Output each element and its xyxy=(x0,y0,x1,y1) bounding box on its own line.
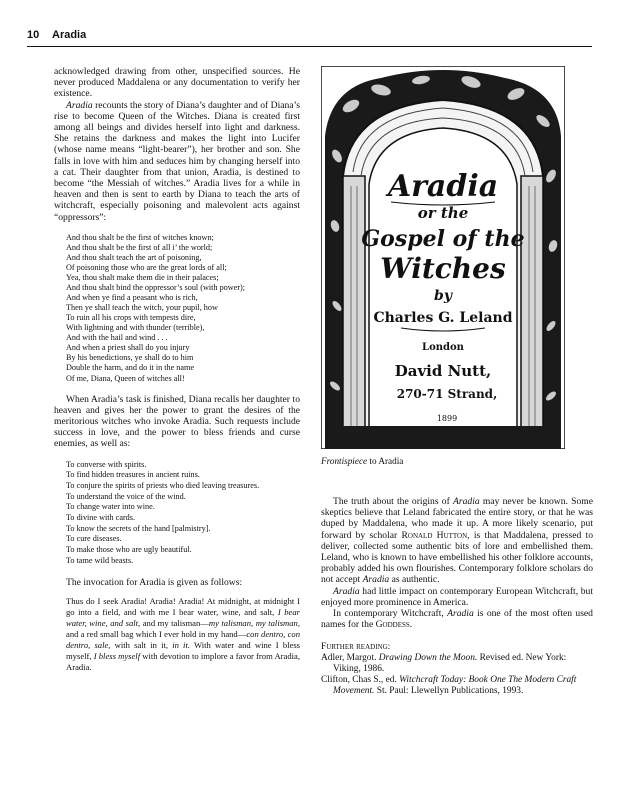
frontispiece-title-line-4: Witches xyxy=(380,252,506,285)
poem-block xyxy=(66,233,300,384)
invocation-italic: in it. xyxy=(172,640,190,651)
left-paragraph-2-text: recounts the story of Diana’s daughter and of Diana’s rise to become Queen of the Witches. Diana is created first among all beings and divides herself into light and darkness. She retains the darkness and makes the light into Lucifer (whose name means “light-bearer”), her brother and son. She falls in love with him and seduces him by changing herself into a cat. Their daughter from that union, Aradia, is destined to become “the Messiah of witches.” Aradia lives for a while in heaven and then is sent to earth by Diana to teach the arts of witchcraft, especially poisoning and malevolent acts against “oppressors”: xyxy=(54,99,300,223)
left-paragraph-4: The invocation for Aradia is given as follows: xyxy=(66,576,243,588)
right-paragraph-3-text: . xyxy=(409,619,413,631)
frontispiece-by: by xyxy=(434,288,452,304)
invocation-quote xyxy=(66,596,300,674)
cross-reference-goddess: Goddess xyxy=(375,619,410,631)
right-paragraph-2 xyxy=(321,586,593,608)
right-paragraph-2-text: had little impact on contemporary European Witchcraft, but enjoyed more prominence in America. xyxy=(321,585,593,608)
reference-title: Witchcraft Today: Book One The Modern Craft Movement. xyxy=(333,675,577,697)
right-paragraph-1-text: as authentic. xyxy=(389,574,440,586)
invocation-italic: I bear water, wine, and salt, xyxy=(66,606,301,628)
poem-line: Of poisoning those who are the great lords of all; xyxy=(66,262,227,272)
list-item: To understand the voice of the wind. xyxy=(66,491,186,501)
list-item: To divine with cards. xyxy=(66,513,136,523)
aradia-title-italic: Aradia xyxy=(447,608,474,620)
poem-line: With lightning and with thunder (terrible), xyxy=(66,323,205,333)
poem-line: Then ye shall teach the witch, your pupil, how xyxy=(66,303,218,313)
list-item: To tame wild beasts. xyxy=(66,555,134,565)
invocation-text: With water and wine I bless myself, xyxy=(66,640,301,662)
left-column xyxy=(54,66,300,673)
poem-line: And when a priest shall do you injury xyxy=(66,343,190,353)
left-paragraph-3: When Aradia’s task is finished, Diana recalls her daughter to heaven and gives her the power to grant the desires of the meritorious witches who invoke Aradia. Such requests include success in love, and the power to bless friends and curse enemies, as well as: xyxy=(54,393,300,450)
poem-line: And when ye find a peasant who is rich, xyxy=(66,293,198,303)
list-item: To make those who are ugly beautiful. xyxy=(66,545,192,555)
list-item: To know the secrets of the hand [palmistry]. xyxy=(66,523,211,533)
invocation-text: and my talisman— xyxy=(140,617,209,628)
poem-line: Yea, thou shalt make them die in their palaces; xyxy=(66,273,219,283)
frontispiece-title-line-1: Aradia xyxy=(387,169,499,204)
reference-text: Adler, Margot. xyxy=(321,653,379,664)
aradia-title-italic: Aradia xyxy=(453,496,480,507)
poem-line: And with the hail and wind . . . xyxy=(66,333,168,343)
reference-item xyxy=(321,653,593,675)
poem-line: By his benedictions, ye shall do to him xyxy=(66,353,194,363)
invocation-italic: my talisman, my talisman, xyxy=(208,617,300,628)
list-item: To cure diseases. xyxy=(66,534,122,544)
aradia-title-italic: Aradia xyxy=(333,585,360,597)
right-paragraph-1 xyxy=(321,496,593,586)
right-paragraph-3 xyxy=(321,608,593,630)
frontispiece-year: 1899 xyxy=(436,414,458,423)
figure-caption xyxy=(321,456,403,466)
page-number: 10 xyxy=(27,29,40,41)
frontispiece-address: 270-71 Strand, xyxy=(396,387,498,401)
reference-item xyxy=(321,675,593,697)
list-item: To change water into wine. xyxy=(66,502,155,512)
poem-line: Double the harm, and do it in the name xyxy=(66,363,195,373)
invocation-italic: I bless myself xyxy=(93,651,141,662)
aradia-title-italic: Aradia xyxy=(66,99,93,111)
poem-line: And thou shalt teach the art of poisoning, xyxy=(66,252,202,262)
frontispiece-author: Charles G. Leland xyxy=(373,310,513,326)
invocation-text: with salt in it, xyxy=(110,640,173,651)
caption-italic: Frontispiece xyxy=(321,456,368,466)
powers-list xyxy=(66,460,300,567)
frontispiece-title-line-2: or the xyxy=(417,204,469,222)
aradia-title-italic: Aradia xyxy=(362,574,390,586)
frontispiece-illustration xyxy=(321,66,565,449)
running-header xyxy=(27,28,592,47)
list-item: To converse with spirits. xyxy=(66,459,147,469)
right-paragraph-1-text: , is that Maddalena, pressed to deliver, collected some authentic bits of lore and embellished them. Leland, who is known to have embellished his other folklore accounts, probably added his own flourishes. Contemporary folklore scholars do not accept xyxy=(321,529,593,586)
frontispiece-figure xyxy=(321,66,565,449)
poem-line: And thou shalt be the first of all i’ the world; xyxy=(66,242,213,252)
further-reading-heading: Further reading: xyxy=(321,642,391,653)
invocation-italic: con dentro, con dentro, sale, xyxy=(66,629,300,651)
frontispiece-publisher: David Nutt, xyxy=(394,362,492,380)
list-item: To conjure the spirits of priests who died leaving treasures. xyxy=(66,480,260,490)
left-paragraph-2 xyxy=(54,100,300,223)
invocation-text: with devotion to implore a favor from Aradia, Aradia. xyxy=(66,651,300,673)
invocation-text: and a red small bag which I ever hold in my hand— xyxy=(66,629,247,640)
frontispiece-city: London xyxy=(422,342,464,353)
reference-text: Revised ed. New York: Viking, 1986. xyxy=(333,653,567,675)
reference-text: Clifton, Chas S., ed. xyxy=(321,675,400,686)
left-paragraph-1: acknowledged drawing from other, unspecified sources. He never produced Maddalena or any documentation to verify her existence. xyxy=(54,66,300,100)
poem-line: And thou shalt be the first of witches known; xyxy=(66,232,214,242)
frontispiece-title-line-3: Gospel of the xyxy=(361,226,525,252)
poem-line: Of me, Diana, Queen of witches all! xyxy=(66,373,185,383)
reference-title: Drawing Down the Moon. xyxy=(378,653,478,664)
cross-reference-hutton: Ronald Hutton xyxy=(401,529,468,541)
right-paragraph-3-text: In contemporary Witchcraft, xyxy=(333,608,448,620)
list-item: To find hidden treasures in ancient ruins. xyxy=(66,470,200,480)
invocation-text: Thus do I seek Aradia! Aradia! Aradia! At midnight, at midnight I go into a field, and with me I bear water, wine, and salt, xyxy=(66,595,300,617)
right-column xyxy=(321,496,593,697)
right-paragraph-1-text: The truth about the origins of xyxy=(333,496,454,507)
poem-line: And thou shalt bind the oppressor’s soul (with power); xyxy=(66,283,246,293)
right-paragraph-1-text: may never be known. Some skeptics believe that Leland fabricated the entire story, or that he was duped by Maddalena, who made it up. A more likely scenario, put forward by scholar xyxy=(321,496,593,541)
right-paragraph-3-text: is one of the most often used names for the xyxy=(321,608,593,631)
caption-text: to Aradia xyxy=(367,456,404,466)
poem-line: To ruin all his crops with tempests dire, xyxy=(66,313,196,323)
reference-text: St. Paul: Llewellyn Publications, 1993. xyxy=(374,686,524,697)
running-title: Aradia xyxy=(52,29,87,41)
